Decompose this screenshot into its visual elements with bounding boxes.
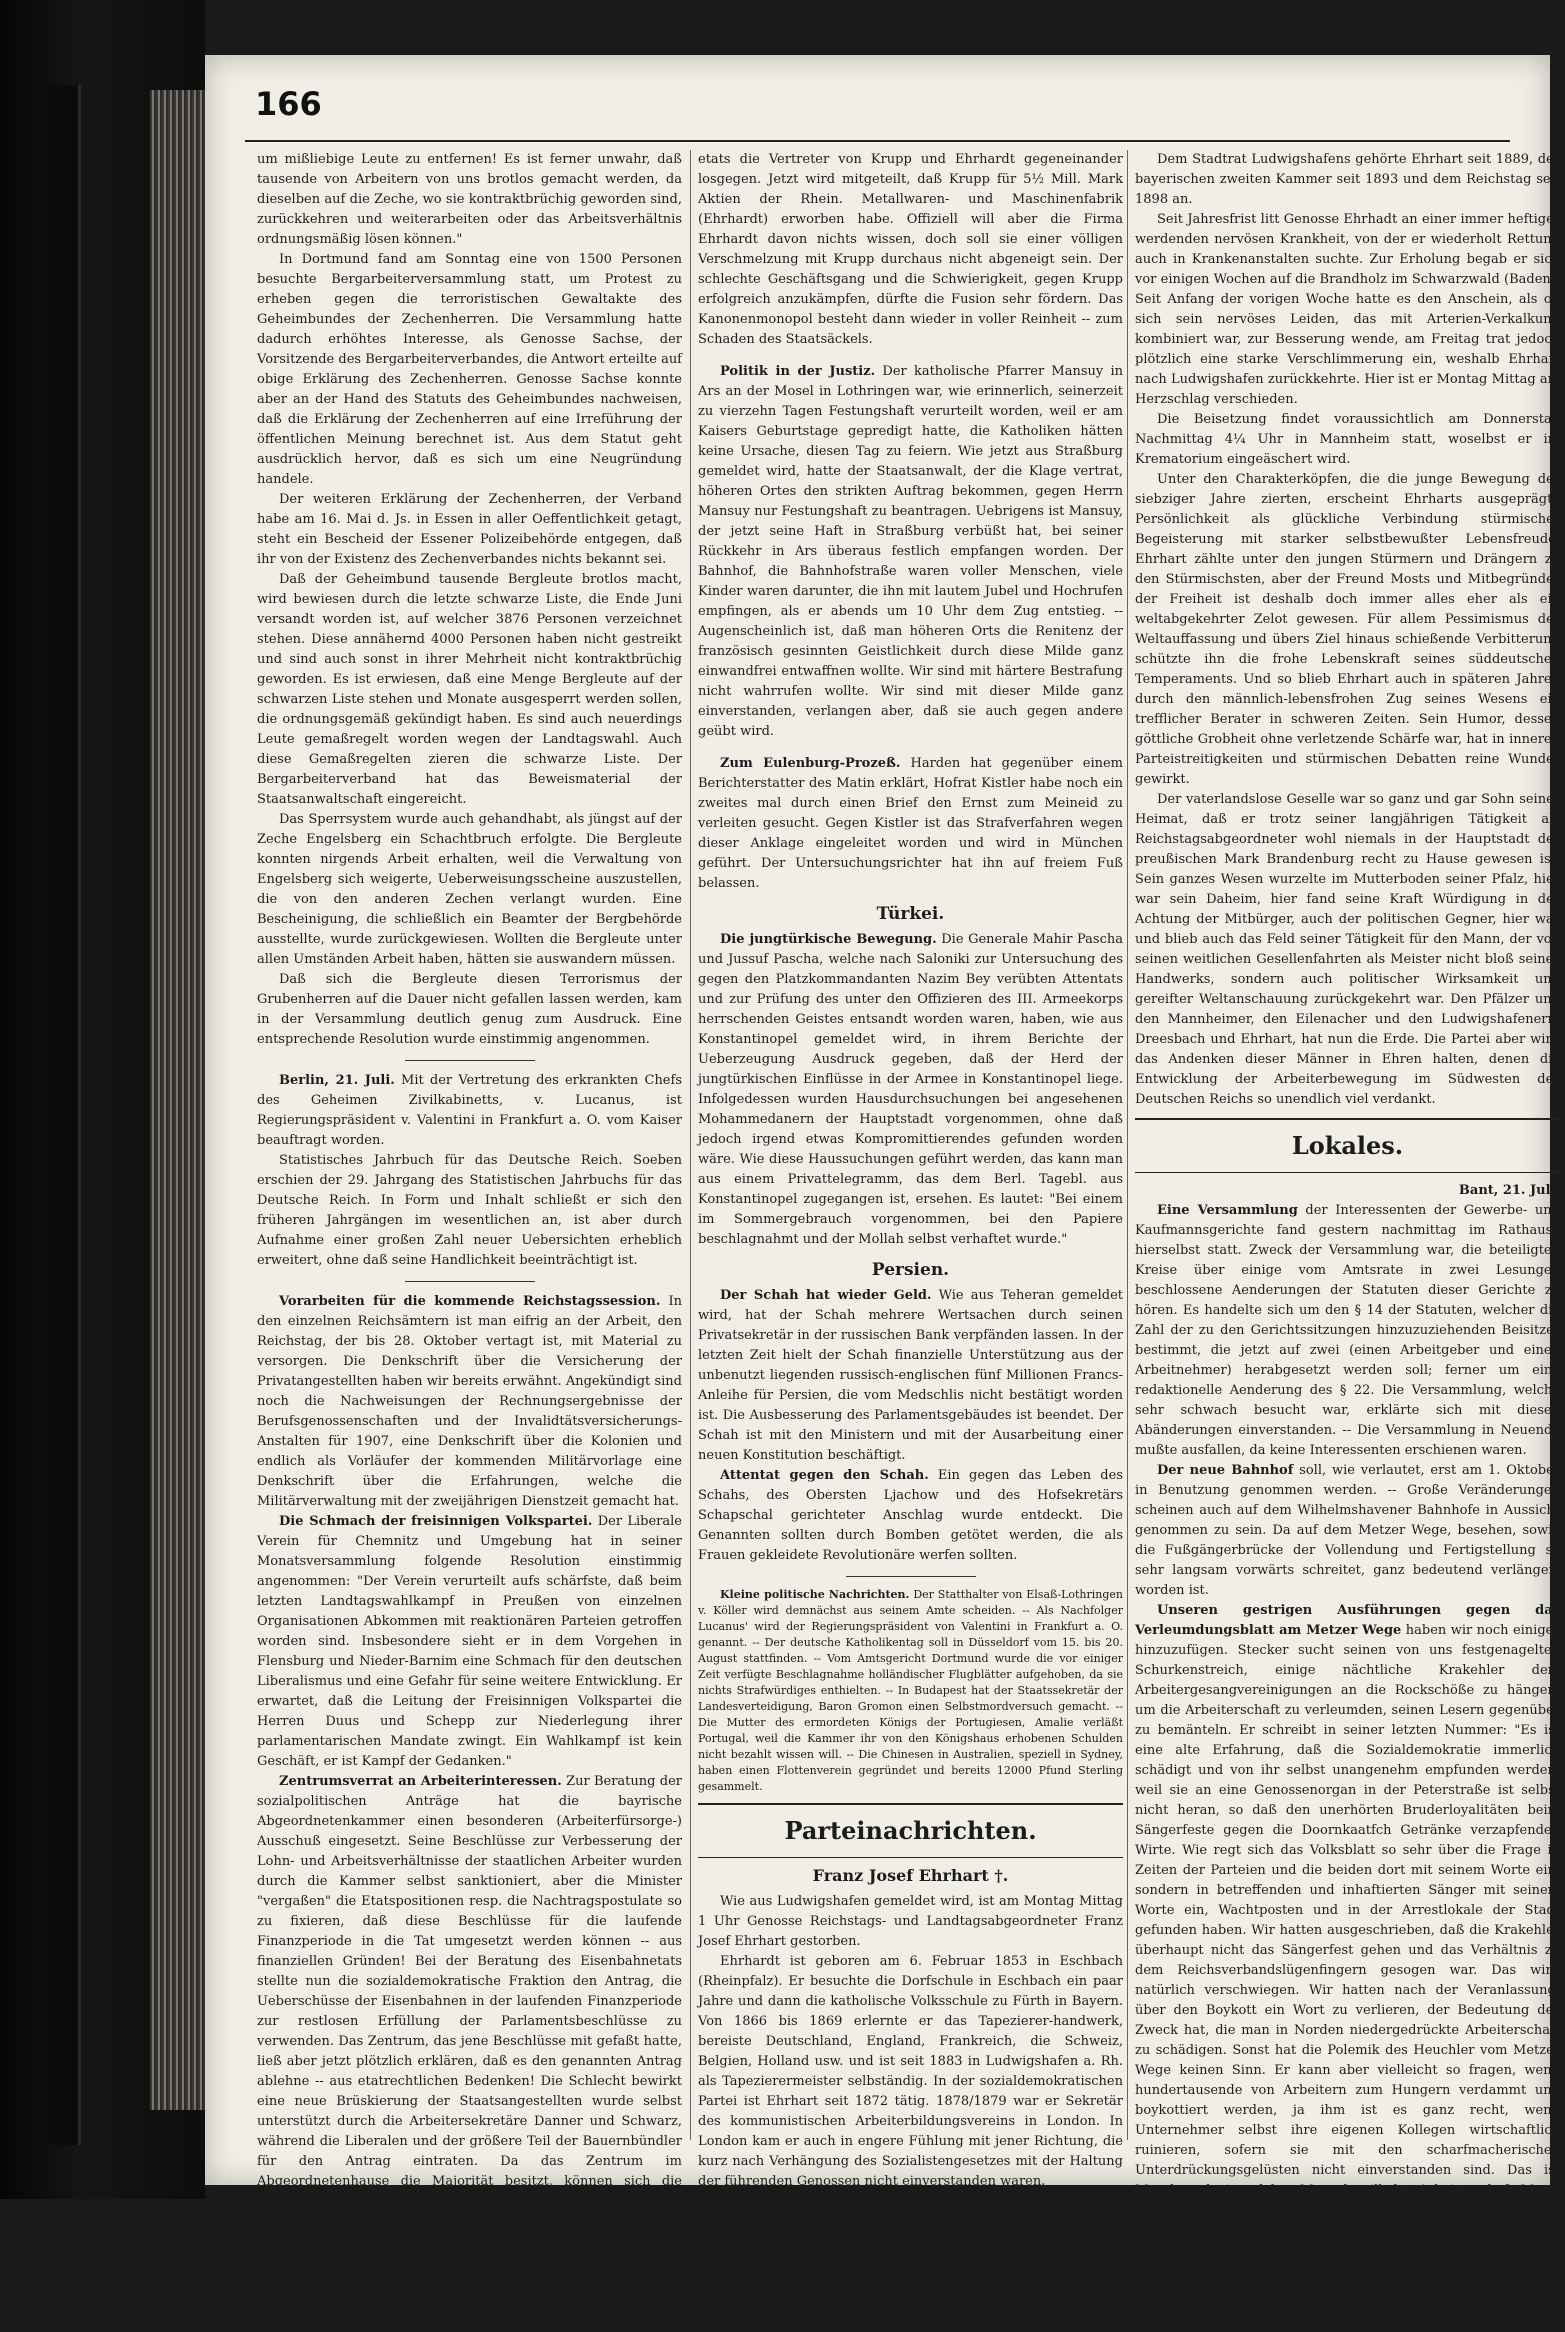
column-rule-1 [690,150,691,2140]
paragraph: Wie aus Teheran gemeldet wird, hat der Schah mehrere Wertsachen durch seinen Privatsekretär in der russischen Bank verpfänden lassen. In der letzten Zeit hielt der Schah finanzielle Unterstützung aus der unbenutzt liegenden russisch-englischen fünf Millionen Francs-Anleihe für Persien, die vom Medschlis nicht bestätigt worden ist. Die Ausbesserung des Parlamentsgebäudes ist beendet. Der Schah ist mit den Ministern und mit der Ausarbeitung einer neuen Konstitution beschäftigt. [698,1288,1123,1463]
article-heading: Zentrumsverrat an Arbeiterinteressen. [279,1774,562,1789]
page-edges [150,90,205,2110]
party-news-header [698,1803,1123,1858]
paragraph: Mit der Vertretung des erkrankten Chefs des Geheimen Zivilkabinetts, v. Lucanus, ist Regierungspräsident v. Valentini in Frankfurt a. O. vom Kaiser beauftragt worden. [257,1073,682,1148]
paragraph: der Interessenten der Gewerbe- und Kaufmannsgerichte fand gestern nachmittag im Rathause hierselbst statt. Zweck der Versammlung war, die beteiligten Kreise über einige vom Amtsrate in zwei Lesungen beschlossene Aenderungen der Statuten dieser Gerichte zu hören. Es handelte sich um den § 14 der Statuten, welcher die Zahl der zu den Gerichtssitzungen hinzuzuziehenden Beisitzer bestimmt, die jetzt auf zwei (einen Arbeitgeber und einen Arbeitnehmer) herabgesetzt werden soll; ferner um eine redaktionelle Aenderung des § 22. Die Versammlung, welche sehr schwach besucht war, erklärte sich mit diesen Abänderungen einverstanden. -- Die Versammlung in Neuende mußte ausfallen, da keine Interessenten erschienen waren. [1135,1203,1560,1458]
book-binding [0,0,205,2199]
paragraph: Genosse Ehrhart hat auf wenigen Parteitagen gefehlt, er war schon mit in Kopenhagen, fast auf allen Parteitagen anwesend. Seit 1899 war er Mitglied der Kontrollkommission und blieb in diesem Ehrenamte bis zu seinem Tode. [698,2194,1123,2269]
paragraph: Der vaterlandslose Geselle war so ganz und gar Sohn seiner Heimat, daß er trotz seiner langjährigen Tätigkeit als Reichstagsabgeordneter wohl niemals in der Hauptstadt der preußischen Mark Brandenburg recht zu Hause gewesen ist. Sein ganzes Wesen wurzelte im Mutterboden seiner Pfalz, hier war sein Daheim, hier fand seine Kraft Würdigung in der Achtung der Mitbürger, auch der politischen Gegner, hier war und blieb auch das Feld seiner Tätigkeit für den Mann, der von seinen weitlichen Gesellenfahrten als Meister nicht bloß seines Handwerks, sondern auch politischer Wirksamkeit und gereifter Weltanschauung zurückgekehrt war. Den Pfälzer und den Mannheimer, den Eilenacher und den Ludwigshafenern, Dreesbach und Ehrhart, hat nun die Erde. Die Partei aber wird das Andenken dieser Männer in Ehren halten, denen die Entwicklung der Arbeiterbewegung im Südwesten des Deutschen Reichs so unendlich viel verdankt. [1135,792,1560,1107]
dateline: Bant, 21. Juli. [1458,1183,1560,1198]
paragraph: Ehrhardt ist geboren am 6. Februar 1853 in Eschbach (Rheinpfalz). Er besuchte die Dorfschule in Eschbach ein paar Jahre und dann die katholische Volksschule zu Fürth in Bayern. Von 1866 bis 1869 erlernte er das Tapezierer-handwerk, bereiste Deutschland, England, Frankreich, die Schweiz, Belgien, Holland usw. und ist seit 1883 in Ludwigshafen a. Rh. als Tapezierermeister selbständig. In der sozialdemokratischen Partei ist Ehrhart seit 1872 tätig. 1878/1879 war er Sekretär des kommunistischen Arbeiterbildungsvereins in London. In London kam er auch in engere Fühlung mit jener Richtung, die kurz nach Verhängung des Sozialistengesetzes mit der Haltung der führenden Genossen nicht einverstanden waren. [698,1954,1123,2189]
article-heading: Kleine politische Nachrichten. [720,1588,910,1601]
dateline: Berlin, 21. Juli. [279,1073,395,1088]
paragraph: Die Generale Mahir Pascha und Jussuf Pascha, welche nach Saloniki zur Untersuchung des gegen den Platzkommandanten Nazim Bey verübten Attentats und zur Prüfung des unter den Offizieren des III. Armeekorps herrschenden Geistes entsandt worden waren, haben, wie aus Konstantinopel gemeldet wird, in ihrem Berichte der Ueberzeugung Ausdruck gegeben, daß der Herd der jungtürkischen Einflüsse in der Armee in Konstantinopel liege. Infolgedessen wurden Hausdurchsuchungen bei angesehenen Mohammedanern der Hauptstadt vorgenommen, ohne daß jedoch irgend etwas Kompromittierendes gefunden worden wäre. Wie diese Haussuchungen geführt werden, das kann man aus einem Privattelegramm, das dem Berl. Tagebl. aus Konstantinopel zugegangen ist, ersehen. Es lautet: "Bei einem im Sommergebrauch vorgenommen, bei den Papiere beschlagnahmt und der Mollah selbst verhaftet wurde." [698,932,1123,1247]
paragraph: Unter den Charakterköpfen, die die junge Bewegung der siebziger Jahre zierten, erscheint Ehrharts ausgeprägte Persönlichkeit als glückliche Verbindung stürmischer Begeisterung mit starker selbstbewußter Lebensfreude. Ehrhart zählte unter den jungen Stürmern und Drängern zu den Stürmischsten, aber der Freund Mosts und Mitbegründer der Freiheit ist deshalb doch immer alles eher als ein weltabgekehrter Zelot gewesen. Für allem Pessimismus der Weltauffassung und übers Ziel hinaus schießende Verbitterung schützte ihn die frohe Lebenskraft seines süddeutschen Temperaments. Und so blieb Ehrhart auch in späteren Jahren durch den männlich-lebensfrohen Zug seines Wesens ein trefflicher Berater in schweren Zeiten. Sein Humor, dessen göttliche Grobheit ohne verletzende Schärfe war, hat in inneren Parteistreitigkeiten und stürmischen Debatten reine Wunder gewirkt. [1135,472,1560,787]
paragraph: Dem Stadtrat Ludwigshafens gehörte Ehrhart seit 1889, der bayerischen zweiten Kammer seit 1893 und dem Reichstag seit 1898 an. [1135,152,1560,207]
column-rule-2 [1127,150,1128,2140]
article-heading: "Fusion Krupp-Ehrhardt." [279,2254,489,2269]
newspaper-page [205,55,1561,2329]
paragraph: Zur Beratung der sozialpolitischen Anträge hat die bayrische Abgeordnetenkammer einen besonderen (Arbeiterfürsorge-) Ausschuß eingesetzt. Seine Beschlüsse zur Verbesserung der Lohn- und Arbeitsverhältnisse der staatlichen Arbeiter wurden durch die Kammer selbst sanktioniert, aber die Minister "vergaßen" die Etatspositionen resp. die Nachtragspostulate so zu fixieren, daß diese Beschlüsse für die laufende Finanzperiode in die Tat umgesetzt werden können -- aus finanziellen Gründen! Bei der Beratung des Eisenbahnetats stellte nun die sozialdemokratische Fraktion den Antrag, die Ueberschüsse der Eisenbahnen in der laufenden Finanzperiode zur restlosen Erfüllung der Parlamentsbeschlüsse zu verwenden. Das Zentrum, das jene Beschlüsse mit gefaßt hatte, ließ aber jetzt plötzlich erklären, daß es den genannten Antrag ablehne -- aus etatrechtlichen Bedenken! Die Schlecht bewirkt eine neue Brüskierung der Staatsangestellten wurde selbst unterstützt durch die Arbeitersekretäre Danner und Schwarz, während die Liberalen und der größere Teil der Bauernbündler für den Antrag eintraten. Da das Zentrum im Abgeordnetenhause die Majorität besitzt, können sich die bayrischen Eisenbahner für diesen Verrat bedanken, der die dringend notwendige Hebung ihrer materiellen Lage abschnürt. [257,1774,682,2249]
paragraph: haben wir noch einiges hinzuzufügen. Stecker sucht seinen von uns festgenagelten Schurkenstreich, einige nächtliche Krakehler dem Arbeitergesangvereinigungen an die Rockschöße zu hängen, um die Arbeiterschaft zu verleumden, seinen Lesern gegenüber zu bemänteln. Er schreibt in seiner letzten Nummer: "Es ist eine alte Erfahrung, daß die Sozialdemokratie immerlich schädigt und von ihr selbst unangenehm empfunden werden, weil sie an eine Genossenorgan in der Peterstraße ist selbst nicht heran, so daß den unerhörten Bruderloyalitäten beim Sängerfeste gegen die Doornkaatfch Getränke verzapfenden Wirte. Wie regt sich das Volksblatt so sehr über die Frage in Zeiten der Parteien und die beiden dort mit seinem Worte ein, sondern in betreffenden und inhaftierten Sänger mit seinem Worte ein, Wachtposten und in der Arrestlokale der Stadt gefunden haben. Wir hatten ausgeschrieben, daß die Krakehler überhaupt nicht das Sängerfest gehen und das Verhältnis zu dem Reichsverbandslügenfingern gesogen war. Das wird natürlich verschwiegen. Wir hatten nach der Veranlassung, über den Boykott ein Wort zu verlieren, der Bedeutung des Zweck hat, die man in Norden niedergedrückte Arbeiterschaft zu schädigen. Sonst hat die Polemik des Heuchler vom Metzer Wege keinen Sinn. Er kann aber vielleicht so fragen, wenn hundertausende von Arbeitern zum Hungern verdammt und boykottiert werden, ja ihm ist es ganz recht, wenn Unternehmer selbst ihre eigenen Kollegen wirtschaftlich ruinieren, sofern sie mit den scharfmacherischen Unterdrückungsgelüsten nicht einverstanden sind. Das ist Moral, und ein solcher Mensch will der Arbeiterschaft Moral lehren! [1135,1623,1561,2218]
section-title: Türkei. [876,904,945,924]
paragraph: Die Beisetzung findet voraussichtlich am Donnerstag Nachmittag 4¼ Uhr in Mannheim statt, woselbst er im Krematorium eingeäschert wird. [1135,412,1560,467]
article-heading: Politik in der Justiz. [720,364,876,379]
paragraph: In den einzelnen Reichsämtern ist man eifrig an der Arbeit, den Reichstag, der bis 28. Oktober vertagt ist, mit Material zu versorgen. Die Denkschrift über die Versicherung der Privatangestellten haben wir bereits erwähnt. Angekündigt sind noch die Nachweisungen der Rechnungsergebnisse der Berufsgenossenschaften und der Invalidtätsversicherungs-Anstalten für 1907, eine Denkschrift über die Kolonien und endlich als Vorläufer der kommenden Militärvorlage eine Denkschrift über die Erfahrungen, welche die Militärverwaltung mit der zweijährigen Dienstzeit gemacht hat. [257,1294,682,1509]
paragraph: Der katholische Pfarrer Mansuy in Ars an der Mosel in Lothringen war, wie erinnerlich, seinerzeit zu vierzehn Tagen Festungshaft verurteilt worden, weil er am Kaisers Geburtstage gepredigt hatte, die Katholiken hätten keine Ursache, diesen Tag zu feiern. Wie jetzt aus Straßburg gemeldet wird, hatte der Staatsanwalt, der die Klage vertrat, höheren Ortes den strikten Auftrag bekommen, gegen Herrn Mansuy nur Festungshaft zu beantragen. Uebrigens ist Mansuy, der jetzt seine Haft in Straßburg verbüßt hat, bei seiner Rückkehr in Ars überaus festlich empfangen worden. Der Bahnhof, die Bahnhofstraße waren voller Menschen, viele Kinder waren darunter, die ihn mit lautem Jubel und Hochrufen empfingen, als er abends um 10 Uhr dem Zug entstieg. -- Augenscheinlich ist, daß man höheren Orts die Renitenz der französisch gesinnten Geistlichkeit durch diese Milde ganz einwandfrei entwaffnen wollte. Wir sind mit härtere Bestrafung nicht wahrrufen wollte. Wir sind mit dieser Milde ganz einverstanden, verlangen aber, daß sie auch gegen andere geübt wird. [698,364,1123,739]
paragraph: In Dortmund fand am Sonntag eine von 1500 Personen besuchte Bergarbeiterversammlung statt, um Protest zu erheben gegen die terroristischen Gewaltakte des Geheimbundes der Zechenherren. Die Versammlung hatte dadurch erhöhtes Interesse, als Genosse Sachse, der Vorsitzende des Bergarbeiterverbandes, die Antwort erteilte auf obige Erklärung des Zechenherren. Genosse Sachse konnte aber an der Hand des Statuts des Geheimbundes nachweisen, daß die Erklärung der Zechenherren auf eine Irreführung der öffentlichen Meinung berechnet ist. Aus dem Statut geht ausdrücklich hervor, daß es sich um eine Neugründung handele. [257,252,682,487]
column-3 [1135,150,1560,2321]
article-heading: Zum Eulenburg-Prozeß. [720,756,901,771]
article-heading: Die jungtürkische Bewegung. [720,932,937,947]
local-news-header [1135,1118,1560,1173]
paragraph: soll, wie verlautet, erst am 1. Oktober in Benutzung genommen werden. -- Große Veränderungen scheinen auch auf dem Wilhelmshavener Bahnhofe in Aussicht genommen zu sein. Da auf dem Metzer Wege, besehen, sowie die Fußgängerbrücke der Vollendung und Fertigstellung so sehr langsam vorwärts schreitet, ganz bedeutend verlängert worden ist. [1135,1463,1561,1598]
paragraph: um mißliebige Leute zu entfernen! Es ist ferner unwahr, daß tausende von Arbeitern von uns brotlos gemacht werden, da dieselben auf die Zeche, wo sie kontraktbrüchig geworden sind, zurückkehren und weiterarbeiten oder das Arbeitsverhältnis ordnungsmäßig lösen können." [257,152,682,247]
paragraph: Der weiteren Erklärung der Zechenherren, der Verband habe am 16. Mai d. Js. in Essen in aller Oeffentlichkeit getagt, steht ein Bescheid der Essener Polizeibehörde entgegen, daß ihr von der Existenz des Zechenverbandes nichts bekannt sei. [257,492,682,567]
section-title: Lokales. [1291,1131,1404,1160]
article-heading: Der neue Bahnhof [1157,1463,1294,1478]
column-2 [698,150,1123,2272]
article-heading: Eine Versammlung [1157,1203,1298,1218]
column-1 [257,150,682,2332]
paragraph: Statistisches Jahrbuch für das Deutsche Reich. Soeben erschien der 29. Jahrgang des Statistischen Jahrbuchs für das Deutsche Reich. In Form und Inhalt schließt er sich den früheren Jahrgängen im wesentlichen an, ist aber durch Aufnahme einer großen Zahl neuer Uebersichten erheblich erweitert, ohne daß seine Handlichkeit beeinträchtigt ist. [257,1153,682,1268]
article-heading: Attentat gegen den Schah. [720,1468,929,1483]
article-heading: Die Schmach der freisinnigen Volkspartei. [279,1514,593,1529]
paragraph: Seit Jahresfrist litt Genosse Ehrhadt an einer immer heftiger werdenden nervösen Krankheit, von der er wiederholt Rettung auch in Krankenanstalten suchte. Zur Erholung begab er sich vor einigen Wochen auf die Brandholz im Schwarzwald (Baden). Seit Anfang der vorigen Woche hatte es den Anschein, als ob sich sein nervöses Leiden, das mit Arterien-Verkalkung kombiniert war, zur Besserung wende, am Freitag trat jedoch plötzlich eine starke Verschlimmerung ein, weshalb Ehrhart nach Ludwigshafen zurückkehrte. Hier ist er Montag Mittag am Herzschlag verschieden. [1135,212,1560,407]
binding-strip [48,85,81,2145]
article-heading: Unseren gestrigen Ausführungen gegen das Verleumdungsblatt am Metzer Wege [1135,1603,1560,1638]
paragraph: Der Konkurrenzkampf zwischen den beiden Kanonenlieferanten Krupp und Ehrhardt in Düsseldorf ist bekanntlich, schlug er doch oft genug seine Wellen bis in den Reichstag, wo bei Beratung des Militär- [257,2254,682,2329]
header-rule [245,140,1510,142]
page-number: 166 [255,85,322,123]
paragraph: stand wieder einmal vor Gericht. Kaufmann Johann Peper und Mandatar Pundsack standen vor der Ferienstrafkammer, weil ersterer als hauptbeteiligter Hypothekengläubiger bis seinerzeit im Zwangsverkauf befindliche Colosseum zum Teil [1135,2223,1560,2318]
paragraph: Der Statthalter von Elsaß-Lothringen v. Köller wird demnächst aus seinem Amte scheiden. -- Als Nachfolger Lucanus' wird der Regierungspräsident von Valentini in Frankfurt a. O. genannt. -- Der deutsche Katholikentag soll in Düsseldorf vom 15. bis 20. August stattfinden. -- Vom Amtsgericht Dortmund wurde die vor einiger Zeit verfügte Beschlagnahme holländischer Flugblätter aufgehoben, da sie nichts Strafwürdiges enthielten. -- In Budapest hat der Staatssekretär der Landesverteidigung, Baron Gromon einen Selbstmordversuch gemacht. -- Die Mutter des ermordeten Königs der Portugiesen, Amalie verläßt Portugal, weil die Kammer ihr von den Königshaus erhobenen Schulden nicht bezahlt wissen will. -- Die Chinesen in Australien, speziell in Sydney, haben einen Flottenverein gegründet und bereits 12000 Pfund Sterling gesammelt. [698,1588,1124,1793]
paragraph: Ein gegen das Leben des Schahs, des Obersten Ljachow und des Hofsekretärs Schapschal gerichteter Anschlag wurde entdeckt. Die Genannten sollten durch Bomben getötet werden, die als Frauen gekleidete Revolutionäre werfen sollten. [698,1468,1123,1563]
section-title: Parteinachrichten. [784,1816,1037,1845]
obituary-heading: Franz Josef Ehrhart †. [812,1866,1009,1885]
separator [846,1576,976,1577]
article-heading: Der Streit um das Colosseum [1157,2223,1383,2238]
paragraph: Daß der Geheimbund tausende Bergleute brotlos macht, wird bewiesen durch die letzte schwarze Liste, die Ende Juni versandt worden ist, auf welcher 3876 Personen verzeichnet stehen. Diese annähernd 4000 Personen haben nicht gestreikt und sind auch sonst in ihrer Mehrheit nicht kontraktbrüchig geworden. Es ist erwiesen, daß eine Menge Bergleute auf der schwarzen Liste stehen und Monate ausgesperrt werden sollen, die ordnungsgemäß gekündigt haben. Es sind auch neuerdings Leute gemaßregelt worden wegen der Landtagswahl. Auch diese Gemaßregelten zieren die schwarze Liste. Der Bergarbeiterverband hat das Beweismaterial der Staatsanwaltschaft eingereicht. [257,572,682,807]
paragraph: Daß sich die Bergleute diesen Terrorismus der Grubenherren auf die Dauer nicht gefallen lassen werden, kam in der Versammlung deutlich genug zum Ausdruck. Eine entsprechende Resolution wurde einstimmig angenommen. [257,972,682,1047]
separator [405,1281,535,1282]
paragraph: Wie aus Ludwigshafen gemeldet wird, ist am Montag Mittag 1 Uhr Genosse Reichstags- und Landtagsabgeordneter Franz Josef Ehrhart gestorben. [698,1894,1123,1949]
paragraph: etats die Vertreter von Krupp und Ehrhardt gegeneinander losgegen. Jetzt wird mitgeteilt, daß Krupp für 5½ Mill. Mark Aktien der Rhein. Metallwaren- und Maschinenfabrik (Ehrhardt) erworben habe. Offiziell will aber die Firma Ehrhardt davon nichts wissen, doch soll sie einer völligen Verschmelzung mit Krupp durchaus nicht abgeneigt sein. Der schlechte Geschäftsgang und die Schwierigkeit, gegen Krupp erfolgreich anzukämpfen, dürfte die Fusion sehr fördern. Das Kanonenmonopol besteht dann wieder in voller Reinheit -- zum Schaden des Staatsäckels. [698,152,1123,347]
paragraph: Der Liberale Verein für Chemnitz und Umgebung hat in seiner Monatsversammlung folgende Resolution einstimmig angenommen: "Der Verein verurteilt aufs schärfste, daß beim letzten Landtagswahlkampf in Preußen von einzelnen Organisationen Abkommen mit reaktionären Parteien getroffen worden sind. Insbesondere sieht er in dem Vorgehen in Flensburg und Nieder-Barnim eine Schmach für den deutschen Liberalismus und eine Gefahr für seine weitere Entwicklung. Er erwartet, daß die Leitung der Freisinnigen Volkspartei die Herren Duus und Schepp zur Niederlegung ihrer parlamentarischen Mandate zwingt. Ein Wahlkampf ist kein Geschäft, er ist Kampf der Gedanken." [257,1514,682,1769]
section-title: Persien. [871,1260,950,1280]
separator [405,1060,535,1061]
article-heading: Der Schah hat wieder Geld. [720,1288,932,1303]
paragraph: Harden hat gegenüber einem Berichterstatter des Matin erklärt, Hofrat Kistler habe noch ein zweites mal durch einen Brief den Ernst zum Meineid zu verleiten gesucht. Gegen Kistler ist das Strafverfahren wegen dieser Anklage eingeleitet worden und wird in München geführt. Der Untersuchungsrichter hat ihn auf freiem Fuß belassen. [698,756,1123,891]
paragraph: Das Sperrsystem wurde auch gehandhabt, als jüngst auf der Zeche Engelsberg ein Schachtbruch erfolgte. Die Bergleute konnten nirgends Arbeit erhalten, weil die Verwaltung von Engelsberg sich weigerte, Ueberweisungsscheine auszustellen, die von den anderen Zechen verlangt wurden. Eine Bescheinigung, die schließlich ein Beamter der Bergbehörde ausstellte, wurde zurückgewiesen. Wollten die Bergleute unter allen Umständen Arbeit haben, hätten sie auswandern müssen. [257,812,682,967]
article-heading: Vorarbeiten für die kommende Reichstagssession. [279,1294,661,1309]
